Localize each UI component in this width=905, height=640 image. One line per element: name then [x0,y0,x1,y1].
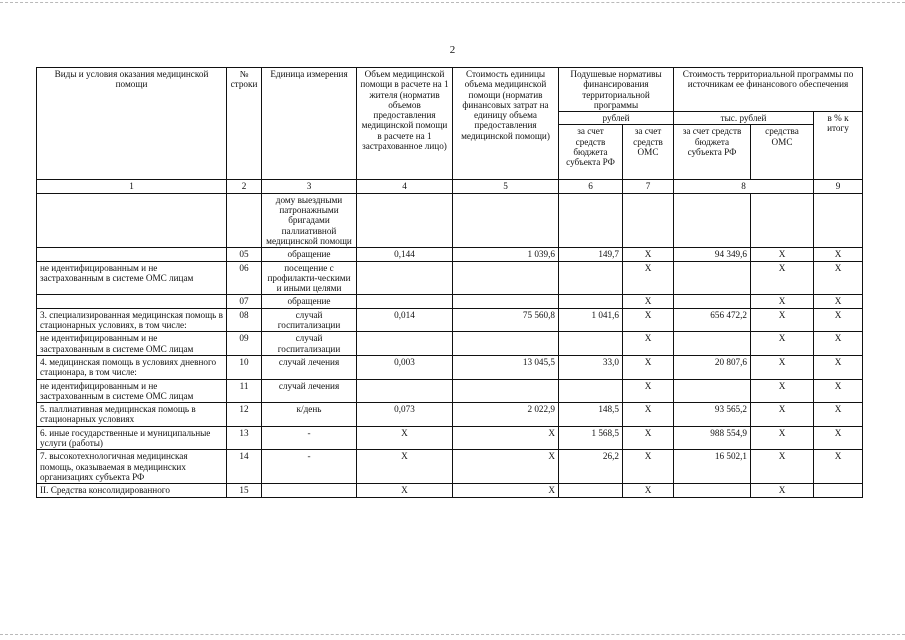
row-pc-budget: 1 568,5 [559,426,623,450]
row-cost-budget: 656 472,2 [674,308,751,332]
table-row [37,248,863,261]
col-number: 9 [814,180,863,193]
row-percent [814,193,863,247]
row-unit: обращение [262,248,357,261]
row-cost-budget [674,379,751,403]
row-unit: обращение [262,295,357,308]
row-percent: X [814,248,863,261]
row-care-type: II. Средства консолидированного [37,484,227,497]
row-cost-oms: X [751,450,814,484]
row-pc-budget: 33,0 [559,355,623,379]
row-pc-oms: X [623,295,674,308]
row-volume: X [357,450,453,484]
row-volume: 0,003 [357,355,453,379]
row-pc-budget: 26,2 [559,450,623,484]
row-pc-oms: X [623,450,674,484]
row-cost-budget: 94 349,6 [674,248,751,261]
row-cost-budget [674,484,751,497]
row-unit-cost: X [453,484,559,497]
row-volume [357,261,453,295]
table-row [37,332,863,356]
page-number: 2 [449,44,456,56]
table-row [37,261,863,295]
row-volume [357,295,453,308]
row-percent: X [814,332,863,356]
row-pc-budget [559,261,623,295]
row-unit-cost [453,295,559,308]
row-cost-oms: X [751,332,814,356]
row-number: 10 [227,355,262,379]
header-pc-budget: за счет средств бюджета субъекта РФ [559,125,623,180]
header-percent: в % к итогу [814,112,863,180]
table-row [37,403,863,427]
col-number: 5 [453,180,559,193]
row-cost-budget: 16 502,1 [674,450,751,484]
row-percent: X [814,261,863,295]
row-pc-oms: X [623,355,674,379]
row-unit: случай госпитализации [262,308,357,332]
table-row [37,193,863,247]
table-row [37,426,863,450]
row-care-type: не идентифицированным и не застрахованным в системе ОМС лицам [37,379,227,403]
row-pc-oms [623,193,674,247]
row-pc-budget [559,332,623,356]
header-per-capita: Подушевые нормативы финансирования территориальной программы [559,68,674,112]
header-unit-cost: Стоимость единицы объема медицинской помощи (норматив финансовых затрат на единицу объема предоставления медицинской помощи) [453,68,559,180]
row-percent: X [814,295,863,308]
row-volume: 0,073 [357,403,453,427]
row-unit: - [262,450,357,484]
row-unit-cost: 75 560,8 [453,308,559,332]
row-number: 12 [227,403,262,427]
row-cost-oms: X [751,403,814,427]
row-cost-oms: X [751,261,814,295]
row-number: 05 [227,248,262,261]
row-volume [357,332,453,356]
row-unit: к/день [262,403,357,427]
row-cost-oms: X [751,308,814,332]
row-pc-oms: X [623,379,674,403]
row-care-type: 3. специализированная медицинская помощь в стационарных условиях, в том числе: [37,308,227,332]
row-cost-budget [674,295,751,308]
table-row [37,450,863,484]
col-number: 7 [623,180,674,193]
row-number: 06 [227,261,262,295]
row-number: 08 [227,308,262,332]
row-volume [357,379,453,403]
col-number: 2 [227,180,262,193]
col-number: 3 [262,180,357,193]
row-percent: X [814,379,863,403]
row-cost-budget [674,261,751,295]
row-number [227,193,262,247]
row-number: 14 [227,450,262,484]
row-unit: дому выездными патронажными бригадами паллиативной медицинской помощи [262,193,357,247]
table-row [37,308,863,332]
row-cost-oms: X [751,484,814,497]
row-pc-budget: 149,7 [559,248,623,261]
row-number: 07 [227,295,262,308]
header-volume: Объем медицинской помощи в расчете на 1 жителя (норматив объемов предоставления медицинской помощи в расчете на 1 застрахованное лицо) [357,68,453,180]
row-cost-oms: X [751,295,814,308]
col-number: 1 [37,180,227,193]
scan-edge-top [0,2,905,3]
row-unit-cost: 2 022,9 [453,403,559,427]
row-unit-cost [453,261,559,295]
header-pc-oms: за счет средств ОМС [623,125,674,180]
row-volume: 0,014 [357,308,453,332]
row-care-type: не идентифицированным и не застрахованным в системе ОМС лицам [37,332,227,356]
row-unit-cost [453,332,559,356]
row-pc-budget [559,193,623,247]
row-care-type: 6. иные государственные и муниципальные услуги (работы) [37,426,227,450]
row-unit-cost: X [453,450,559,484]
row-volume [357,193,453,247]
row-unit [262,484,357,497]
row-unit: случай лечения [262,355,357,379]
header-row-number: № строки [227,68,262,180]
row-cost-budget: 20 807,6 [674,355,751,379]
row-unit: - [262,426,357,450]
row-cost-oms: X [751,248,814,261]
header-thousand-rubles: тыс. рублей [674,112,814,125]
row-care-type: не идентифицированным и не застрахованным в системе ОМС лицам [37,261,227,295]
row-percent: X [814,450,863,484]
column-numbers-row [37,180,863,193]
row-care-type: 4. медицинская помощь в условиях дневного стационара, в том числе: [37,355,227,379]
header-rubles: рублей [559,112,674,125]
financing-table [36,67,863,498]
row-pc-oms: X [623,248,674,261]
row-volume: 0,144 [357,248,453,261]
row-number: 11 [227,379,262,403]
row-cost-oms [751,193,814,247]
col-number: 4 [357,180,453,193]
row-pc-budget: 148,5 [559,403,623,427]
row-pc-oms: X [623,426,674,450]
row-volume: X [357,426,453,450]
row-cost-budget: 93 565,2 [674,403,751,427]
row-unit-cost: 13 045,5 [453,355,559,379]
row-pc-oms: X [623,261,674,295]
row-care-type [37,295,227,308]
row-percent: X [814,355,863,379]
header-care-type: Виды и условия оказания медицинской помощи [37,68,227,180]
table-row [37,484,863,497]
row-cost-oms: X [751,379,814,403]
row-pc-budget: 1 041,6 [559,308,623,332]
row-number: 09 [227,332,262,356]
table-row [37,295,863,308]
row-care-type: 7. высокотехнологичная медицинская помощь, оказываемая в медицинских организациях субъекта РФ [37,450,227,484]
row-percent: X [814,308,863,332]
row-percent: X [814,426,863,450]
header-unit: Единица измерения [262,68,357,180]
row-cost-oms: X [751,355,814,379]
header-program-cost: Стоимость территориальной программы по источникам ее финансового обеспечения [674,68,863,112]
header-cost-budget: за счет средств бюджета субъекта РФ [674,125,751,180]
row-volume: X [357,484,453,497]
scan-edge-bottom [0,634,905,635]
row-number: 15 [227,484,262,497]
row-unit: случай лечения [262,379,357,403]
row-cost-oms: X [751,426,814,450]
row-pc-budget [559,484,623,497]
row-cost-budget: 988 554,9 [674,426,751,450]
row-number: 13 [227,426,262,450]
header-cost-oms: средства ОМС [751,125,814,180]
row-unit-cost [453,379,559,403]
col-number: 6 [559,180,623,193]
row-unit-cost: X [453,426,559,450]
row-unit: случай госпитализации [262,332,357,356]
row-cost-budget [674,193,751,247]
row-pc-oms: X [623,308,674,332]
row-unit: посещение с профилакти-ческими и иными целями [262,261,357,295]
table-row [37,379,863,403]
row-pc-budget [559,379,623,403]
col-number: 8 [674,180,814,193]
row-unit-cost: 1 039,6 [453,248,559,261]
row-care-type [37,248,227,261]
row-pc-oms: X [623,484,674,497]
row-percent [814,484,863,497]
table-row [37,355,863,379]
row-pc-budget [559,295,623,308]
row-pc-oms: X [623,403,674,427]
row-care-type: 5. паллиативная медицинская помощь в стационарных условиях [37,403,227,427]
row-percent: X [814,403,863,427]
row-cost-budget [674,332,751,356]
row-pc-oms: X [623,332,674,356]
row-care-type [37,193,227,247]
row-unit-cost [453,193,559,247]
